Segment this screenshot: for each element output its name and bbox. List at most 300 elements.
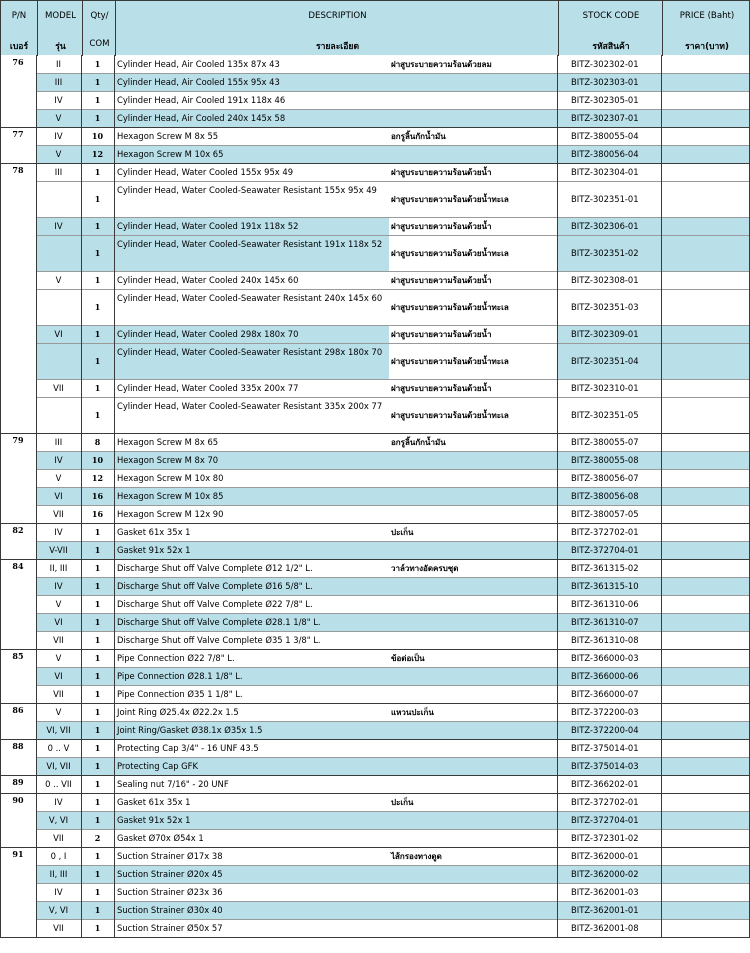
qty-cell: 12	[91, 473, 104, 483]
header-stock-en: STOCK CODE	[582, 11, 640, 21]
model-cell: II, III	[36, 865, 81, 883]
price-cell	[661, 757, 750, 775]
stock-code-cell: BITZ-372704-01	[557, 541, 661, 559]
stock-code-cell: BITZ-302306-01	[557, 217, 661, 235]
description-cell: Cylinder Head, Air Cooled 135x 87x 43	[117, 59, 280, 69]
model-cell: III	[54, 167, 63, 177]
thai-description-cell	[389, 469, 557, 487]
pn-cell	[0, 829, 36, 847]
table-row	[0, 559, 750, 577]
pn-cell	[0, 667, 36, 685]
description-cell: Cylinder Head, Water Cooled-Seawater Resistant 298x 180x 70	[114, 343, 389, 379]
thai-description-cell	[389, 757, 557, 775]
description-cell: Cylinder Head, Water Cooled 155x 95x 49	[117, 167, 294, 177]
stock-code-cell: BITZ-375014-01	[571, 743, 639, 753]
row-divider	[0, 559, 750, 560]
stock-code-cell: BITZ-372200-03	[571, 707, 639, 717]
qty-cell: 1	[94, 599, 101, 609]
stock-code-cell: BITZ-372702-01	[571, 527, 639, 537]
qty-cell: 1	[81, 73, 114, 91]
description-cell: Hexagon Screw M 8x 65	[117, 437, 219, 447]
model-cell: IV	[54, 131, 63, 141]
row-divider	[36, 613, 750, 614]
model-cell: V	[55, 707, 62, 717]
thai-description-cell: ฝาสูบระบายความร้อนด้วยน้ำ	[391, 329, 492, 339]
price-cell	[661, 487, 750, 505]
model-cell: VI	[36, 613, 81, 631]
row-divider	[36, 73, 750, 74]
pn-cell: 90	[12, 795, 24, 805]
qty-cell: 1	[94, 779, 101, 789]
pn-cell	[0, 901, 36, 919]
price-cell	[661, 793, 750, 811]
pn-cell	[0, 883, 36, 901]
price-cell	[661, 649, 750, 667]
table-row	[0, 127, 750, 145]
row-divider	[36, 757, 750, 758]
model-cell: IV	[36, 217, 81, 235]
thai-description-cell	[389, 865, 557, 883]
table-row	[0, 343, 750, 379]
header-desc	[115, 1, 559, 56]
qty-cell: 1	[81, 109, 114, 127]
stock-code-cell: BITZ-302351-02	[557, 235, 661, 271]
pn-cell	[0, 217, 36, 235]
stock-code-cell: BITZ-372702-01	[571, 797, 639, 807]
pn-cell	[0, 235, 36, 271]
pn-cell	[0, 865, 36, 883]
description-cell: Pipe Connection Ø35 1 1/8" L.	[117, 689, 243, 699]
header-qty-en: Qty/	[90, 11, 109, 21]
model-cell: 0 .. VII	[45, 779, 72, 789]
table-row	[0, 325, 750, 343]
price-cell	[661, 901, 750, 919]
thai-description-cell: ฝาสูบระบายความร้อนด้วยน้ำทะเล	[391, 302, 509, 312]
thai-description-cell	[389, 595, 557, 613]
thai-description-cell: แหวนปะเก็น	[391, 707, 434, 717]
stock-code-cell: BITZ-302303-01	[557, 73, 661, 91]
thai-description-cell	[389, 901, 557, 919]
price-cell	[661, 703, 750, 721]
thai-description-cell	[389, 739, 557, 757]
qty-cell: 1	[94, 563, 101, 573]
pn-cell	[0, 919, 36, 937]
header-qty-th: COM	[89, 39, 110, 49]
thai-description-cell: อกรูลิ้นกักน้ำมัน	[391, 437, 446, 447]
description-cell: Suction Strainer Ø20x 45	[114, 865, 389, 883]
table-row	[0, 289, 750, 325]
model-cell: III	[54, 437, 63, 447]
price-cell	[661, 325, 750, 343]
description-cell: Joint Ring Ø25.4x Ø22.2x 1.5	[117, 707, 239, 717]
description-cell: Cylinder Head, Air Cooled 240x 145x 58	[114, 109, 389, 127]
qty-cell: 10	[91, 131, 104, 141]
description-cell: Discharge Shut off Valve Complete Ø16 5/8" L.	[114, 577, 389, 595]
stock-code-cell: BITZ-362001-01	[557, 901, 661, 919]
model-cell: 0 , I	[50, 851, 67, 861]
description-cell: Discharge Shut off Valve Complete Ø12 1/2" L.	[117, 563, 313, 573]
pn-cell	[0, 631, 36, 649]
stock-code-cell: BITZ-302305-01	[571, 95, 639, 105]
price-cell	[661, 631, 750, 649]
qty-cell: 1	[94, 707, 101, 717]
model-cell: II	[56, 59, 61, 69]
table-row	[0, 397, 750, 433]
model-cell: IV	[54, 887, 63, 897]
pn-cell: 86	[12, 705, 24, 715]
price-cell	[661, 451, 750, 469]
column-divider	[81, 55, 82, 938]
table-row	[0, 721, 750, 739]
model-cell: V, VI	[36, 811, 81, 829]
table-row	[0, 181, 750, 217]
stock-code-cell: BITZ-372301-02	[571, 833, 639, 843]
row-divider	[36, 451, 750, 452]
thai-description-cell: ฝาสูบระบายความร้อนด้วยน้ำ	[391, 383, 492, 393]
row-divider	[36, 91, 750, 92]
stock-code-cell: BITZ-302351-01	[571, 194, 639, 204]
model-cell: IV	[54, 95, 63, 105]
qty-cell: 1	[81, 235, 114, 271]
price-cell	[661, 721, 750, 739]
table-row	[0, 685, 750, 703]
qty-cell: 1	[81, 325, 114, 343]
pn-cell	[0, 487, 36, 505]
qty-cell: 1	[81, 667, 114, 685]
description-cell: Suction Strainer Ø23x 36	[117, 887, 223, 897]
stock-code-cell: BITZ-380056-07	[571, 473, 639, 483]
row-divider	[36, 595, 750, 596]
qty-cell: 16	[91, 509, 104, 519]
qty-cell: 1	[81, 577, 114, 595]
thai-description-cell: ฝาสูบระบายความร้อนด้วยน้ำทะเล	[391, 356, 509, 366]
stock-code-cell: BITZ-361310-07	[557, 613, 661, 631]
pn-cell	[0, 289, 36, 325]
stock-code-cell: BITZ-361310-08	[571, 635, 639, 645]
qty-cell: 8	[94, 437, 101, 447]
thai-description-cell: วาล์วทางอัดครบชุด	[391, 563, 459, 573]
price-cell	[661, 127, 750, 145]
stock-code-cell: BITZ-362001-08	[571, 923, 639, 933]
model-cell: V	[55, 275, 62, 285]
table-row	[0, 757, 750, 775]
stock-code-cell: BITZ-380055-07	[571, 437, 639, 447]
table-row	[0, 919, 750, 937]
pn-cell: 91	[12, 849, 24, 859]
price-cell	[661, 811, 750, 829]
description-cell: Cylinder Head, Water Cooled-Seawater Resistant 191x 118x 52	[114, 235, 389, 271]
row-divider	[36, 901, 750, 902]
pn-cell: 88	[12, 741, 24, 751]
price-cell	[661, 469, 750, 487]
pn-cell	[0, 721, 36, 739]
row-divider	[36, 145, 750, 146]
price-cell	[661, 271, 750, 289]
thai-description-cell	[389, 505, 557, 523]
stock-code-cell: BITZ-380055-08	[557, 451, 661, 469]
table-row	[0, 649, 750, 667]
thai-description-cell	[389, 145, 557, 163]
row-divider	[0, 847, 750, 848]
pn-cell	[0, 109, 36, 127]
qty-cell: 1	[94, 95, 101, 105]
model-cell: V	[36, 109, 81, 127]
row-divider	[36, 811, 750, 812]
table-row	[0, 829, 750, 847]
price-cell	[661, 613, 750, 631]
description-cell: Suction Strainer Ø17x 38	[117, 851, 223, 861]
row-divider	[36, 883, 750, 884]
pn-cell	[0, 181, 36, 217]
table-row	[0, 109, 750, 127]
model-cell: V	[55, 599, 62, 609]
pn-cell: 85	[12, 651, 24, 661]
description-cell: Protecting Cap 3/4" - 16 UNF 43.5	[117, 743, 259, 753]
price-cell	[661, 145, 750, 163]
row-divider	[36, 721, 750, 722]
price-cell	[661, 775, 750, 793]
table-row	[0, 163, 750, 181]
pn-cell	[0, 73, 36, 91]
stock-code-cell: BITZ-375014-03	[557, 757, 661, 775]
stock-code-cell: BITZ-380057-05	[571, 509, 639, 519]
description-cell: Hexagon Screw M 10x 85	[114, 487, 389, 505]
row-divider	[0, 433, 750, 434]
thai-description-cell	[389, 73, 557, 91]
description-cell: Discharge Shut off Valve Complete Ø22 7/8" L.	[117, 599, 313, 609]
thai-description-cell: ฝาสูบระบายความร้อนด้วยน้ำ	[391, 221, 492, 231]
model-cell: V	[55, 473, 62, 483]
pn-cell	[0, 469, 36, 487]
thai-description-cell	[389, 685, 557, 703]
model-cell: IV	[54, 797, 63, 807]
description-cell: Cylinder Head, Water Cooled 298x 180x 70	[114, 325, 389, 343]
header-desc-en: DESCRIPTION	[308, 11, 367, 21]
description-cell: Gasket 61x 35x 1	[117, 527, 191, 537]
model-cell: VI	[36, 667, 81, 685]
row-divider	[36, 685, 750, 686]
qty-cell: 2	[94, 833, 101, 843]
price-cell	[661, 541, 750, 559]
model-cell	[36, 235, 81, 271]
price-cell	[661, 829, 750, 847]
description-cell: Discharge Shut off Valve Complete Ø28.1 1/8" L.	[114, 613, 389, 631]
price-cell	[661, 865, 750, 883]
model-cell: VII	[53, 923, 64, 933]
pn-cell: 84	[12, 561, 24, 571]
pn-cell	[0, 505, 36, 523]
model-cell: VII	[53, 383, 64, 393]
price-cell	[661, 289, 750, 325]
thai-description-cell	[389, 631, 557, 649]
pn-cell	[0, 271, 36, 289]
description-cell: Discharge Shut off Valve Complete Ø35 1 3/8" L.	[117, 635, 321, 645]
pn-cell: 78	[12, 165, 24, 175]
table-row	[0, 793, 750, 811]
row-divider	[36, 397, 750, 398]
qty-cell: 1	[94, 743, 101, 753]
qty-cell: 1	[81, 613, 114, 631]
table-row	[0, 73, 750, 91]
stock-code-cell: BITZ-372704-01	[557, 811, 661, 829]
row-divider	[36, 181, 750, 182]
price-cell	[661, 505, 750, 523]
model-cell: VI	[36, 325, 81, 343]
table-row	[0, 55, 750, 73]
pn-cell	[0, 397, 36, 433]
description-cell: Hexagon Screw M 10x 80	[117, 473, 224, 483]
row-divider	[36, 325, 750, 326]
price-cell	[661, 559, 750, 577]
model-cell	[36, 181, 81, 217]
stock-code-cell: BITZ-361315-02	[571, 563, 639, 573]
model-cell: III	[36, 73, 81, 91]
stock-code-cell: BITZ-362000-02	[557, 865, 661, 883]
description-cell: Gasket Ø70x Ø54x 1	[117, 833, 204, 843]
model-cell: 0 .. V	[47, 743, 70, 753]
table-header	[0, 0, 750, 55]
price-cell	[661, 163, 750, 181]
stock-code-cell: BITZ-302304-01	[571, 167, 639, 177]
thai-description-cell	[389, 451, 557, 469]
stock-code-cell: BITZ-302351-04	[557, 343, 661, 379]
thai-description-cell: ฝาสูบระบายความร้อนด้วยน้ำ	[391, 167, 492, 177]
column-divider	[661, 55, 662, 938]
column-divider	[557, 55, 558, 938]
qty-cell: 1	[81, 865, 114, 883]
stock-code-cell: BITZ-302308-01	[571, 275, 639, 285]
table-row	[0, 703, 750, 721]
stock-code-cell: BITZ-302309-01	[557, 325, 661, 343]
table-row	[0, 91, 750, 109]
table-row	[0, 217, 750, 235]
model-cell: IV	[36, 577, 81, 595]
description-cell: Hexagon Screw M 10x 65	[114, 145, 389, 163]
pn-cell	[0, 451, 36, 469]
model-cell: VI, VII	[36, 721, 81, 739]
qty-cell: 1	[94, 851, 101, 861]
price-cell	[661, 91, 750, 109]
price-cell	[661, 109, 750, 127]
price-cell	[661, 217, 750, 235]
pn-cell	[0, 811, 36, 829]
thai-description-cell: ไส้กรองทางดูด	[391, 851, 442, 861]
pn-cell: 79	[12, 435, 24, 445]
price-cell	[661, 667, 750, 685]
description-cell: Gasket 91x 52x 1	[114, 811, 389, 829]
thai-description-cell: ฝาสูบระบายความร้อนด้วยลม	[391, 59, 492, 69]
table-row	[0, 847, 750, 865]
price-cell	[661, 739, 750, 757]
table-row	[0, 577, 750, 595]
thai-description-cell	[389, 775, 557, 793]
thai-description-cell	[389, 667, 557, 685]
stock-code-cell: BITZ-362001-03	[571, 887, 639, 897]
header-qty	[82, 1, 116, 56]
qty-cell: 1	[94, 194, 101, 204]
stock-code-cell: BITZ-380056-04	[557, 145, 661, 163]
row-divider	[0, 127, 750, 128]
row-divider	[36, 235, 750, 236]
qty-cell: 1	[81, 721, 114, 739]
row-divider	[36, 217, 750, 218]
table-bottom-border	[0, 937, 750, 938]
row-divider	[36, 829, 750, 830]
table-row	[0, 379, 750, 397]
row-divider	[36, 379, 750, 380]
thai-description-cell	[389, 91, 557, 109]
table-row	[0, 775, 750, 793]
header-stock	[558, 1, 663, 56]
description-cell: Cylinder Head, Water Cooled-Seawater Resistant 240x 145x 60	[117, 293, 383, 303]
qty-cell: 1	[94, 275, 101, 285]
stock-code-cell: BITZ-302351-03	[571, 302, 639, 312]
table-row	[0, 451, 750, 469]
qty-cell: 1	[94, 797, 101, 807]
pn-cell	[0, 91, 36, 109]
model-cell: VI	[36, 487, 81, 505]
stock-code-cell: BITZ-380056-08	[557, 487, 661, 505]
thai-description-cell	[389, 541, 557, 559]
pn-cell: 82	[12, 525, 24, 535]
qty-cell: 1	[94, 410, 101, 420]
table-row	[0, 487, 750, 505]
description-cell: Cylinder Head, Water Cooled-Seawater Resistant 155x 95x 49	[117, 185, 377, 195]
stock-code-cell: BITZ-366000-07	[571, 689, 639, 699]
pn-cell	[0, 613, 36, 631]
header-model	[37, 1, 83, 56]
description-cell: Cylinder Head, Water Cooled-Seawater Resistant 335x 200x 77	[117, 401, 383, 411]
row-divider	[0, 775, 750, 776]
price-cell	[661, 379, 750, 397]
description-cell: Suction Strainer Ø50x 57	[117, 923, 223, 933]
row-divider	[36, 667, 750, 668]
qty-cell: 1	[81, 343, 114, 379]
qty-cell: 1	[81, 811, 114, 829]
description-cell: Hexagon Screw M 8x 70	[114, 451, 389, 469]
stock-code-cell: BITZ-302351-05	[571, 410, 639, 420]
qty-cell: 1	[94, 689, 101, 699]
pn-cell	[0, 595, 36, 613]
table-row	[0, 145, 750, 163]
stock-code-cell: BITZ-302310-01	[571, 383, 639, 393]
table-row	[0, 505, 750, 523]
stock-code-cell: BITZ-302302-01	[571, 59, 639, 69]
row-divider	[36, 469, 750, 470]
header-stock-th: รหัสสินค้า	[592, 42, 630, 52]
model-cell: V	[55, 653, 62, 663]
row-divider	[0, 523, 750, 524]
column-divider	[0, 55, 1, 938]
header-price-en: PRICE (Baht)	[679, 11, 735, 21]
header-model-th: รุ่น	[55, 42, 66, 52]
stock-code-cell: BITZ-366000-06	[557, 667, 661, 685]
qty-cell: 1	[94, 923, 101, 933]
model-cell	[36, 343, 81, 379]
stock-code-cell: BITZ-302307-01	[557, 109, 661, 127]
thai-description-cell: ฝาสูบระบายความร้อนด้วยน้ำทะเล	[391, 194, 509, 204]
row-divider	[0, 793, 750, 794]
table-row	[0, 811, 750, 829]
row-divider	[36, 487, 750, 488]
table-row	[0, 631, 750, 649]
row-divider	[36, 271, 750, 272]
table-row	[0, 595, 750, 613]
header-pn-th: เบอร์	[9, 42, 29, 52]
row-divider	[36, 289, 750, 290]
column-divider	[114, 55, 115, 938]
price-cell	[661, 433, 750, 451]
